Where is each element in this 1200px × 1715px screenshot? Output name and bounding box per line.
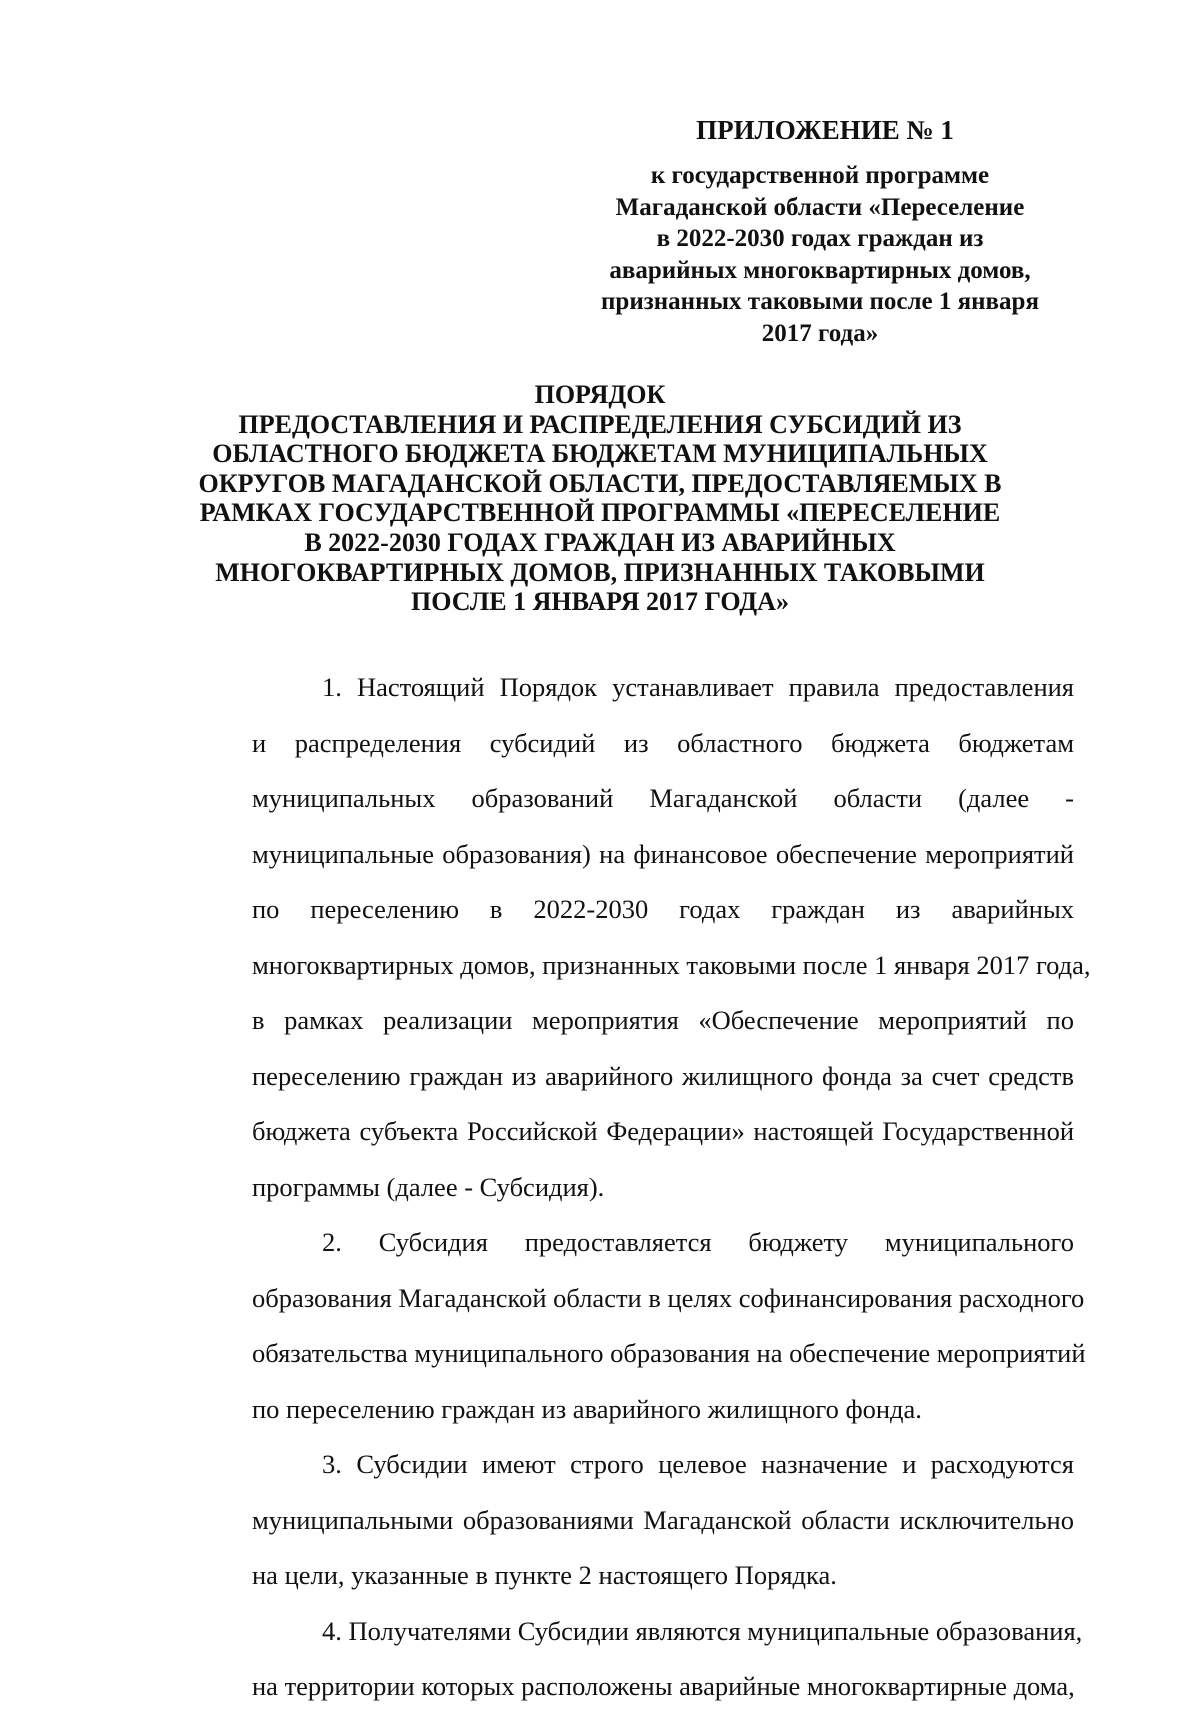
paragraph-3 [182,1437,1074,1604]
text-line: на территории которых расположены аварийные многоквартирные дома, [252,1671,1075,1701]
order-heading-line: ОКРУГОВ МАГАДАНСКОЙ ОБЛАСТИ, ПРЕДОСТАВЛЯЕМЫХ В [198,468,1002,498]
order-heading-line: ПРЕДОСТАВЛЕНИЯ И РАСПРЕДЕЛЕНИЯ СУБСИДИЙ ИЗ [238,409,962,439]
text-line: на цели, указанные в пункте 2 настоящего Порядка. [252,1560,837,1590]
order-title: ПОРЯДОК [534,380,666,409]
text-line: 3. Субсидии имеют строго целевое назначение и расходуются [322,1449,1074,1479]
text-line: 4. Получателями Субсидии являются муниципальные образования, [322,1615,1083,1646]
appendix-block [560,112,1080,349]
text-line: в рамках реализации мероприятия «Обеспечение мероприятий по [252,1005,1074,1035]
text-line: муниципальными образованиями Магаданской области исключительно [252,1504,1074,1535]
text-line: переселению граждан из аварийного жилищного фонда за счет средств [252,1060,1074,1091]
body-text [182,660,1091,1715]
text-line: многоквартирных домов, признанных таковыми после 1 января 2017 года, [252,949,1091,980]
paragraph-2 [182,1215,1086,1437]
text-line: муниципальных образований Магаданской области (далее - [252,783,1074,813]
paragraph-4 [182,1604,1083,1715]
text-line: 2. Субсидия предоставляется бюджету муниципального [322,1227,1074,1257]
text-line: по переселению граждан из аварийного жилищного фонда. [252,1393,922,1424]
appendix-line: в 2022-2030 годах граждан из [656,225,984,252]
order-heading-line: ОБЛАСТНОГО БЮДЖЕТА БЮДЖЕТАМ МУНИЦИПАЛЬНЫХ [212,439,988,469]
order-heading-line: В 2022-2030 ГОДАХ ГРАЖДАН ИЗ АВАРИЙНЫХ [304,527,896,557]
text-line: программы (далее - Субсидия). [252,1171,605,1202]
appendix-line: к государственной программе [650,162,990,189]
order-heading-line: МНОГОКВАРТИРНЫХ ДОМОВ, ПРИЗНАННЫХ ТАКОВЫМИ [215,557,985,587]
appendix-line: признанных таковыми после 1 января [601,288,1039,315]
paragraph-1 [182,660,1091,1215]
text-line: образования Магаданской области в целях софинансирования расходного [252,1282,1085,1313]
order-heading [150,380,1050,617]
order-heading-line: ПОСЛЕ 1 ЯНВАРЯ 2017 ГОДА» [411,587,789,617]
text-line: и распределения субсидий из областного бюджета бюджетам [252,727,1074,758]
text-line: обязательства муниципального образования на обеспечение мероприятий [252,1338,1086,1368]
appendix-line: Магаданской области «Переселение [615,193,1025,221]
text-line: по переселению в 2022-2030 годах граждан из аварийных [252,894,1074,924]
appendix-line: аварийных многоквартирных домов, [609,256,1031,284]
appendix-title: ПРИЛОЖЕНИЕ № 1 [696,115,954,145]
text-line: бюджета субъекта Российской Федерации» настоящей Государственной [252,1116,1074,1146]
order-heading-line: РАМКАХ ГОСУДАРСТВЕННОЙ ПРОГРАММЫ «ПЕРЕСЕЛЕНИЕ [199,498,1001,528]
appendix-line: 2017 года» [761,319,879,347]
text-line: 1. Настоящий Порядок устанавливает правила предоставления [322,672,1074,702]
text-line: муниципальные образования) на финансовое обеспечение мероприятий [252,838,1074,869]
